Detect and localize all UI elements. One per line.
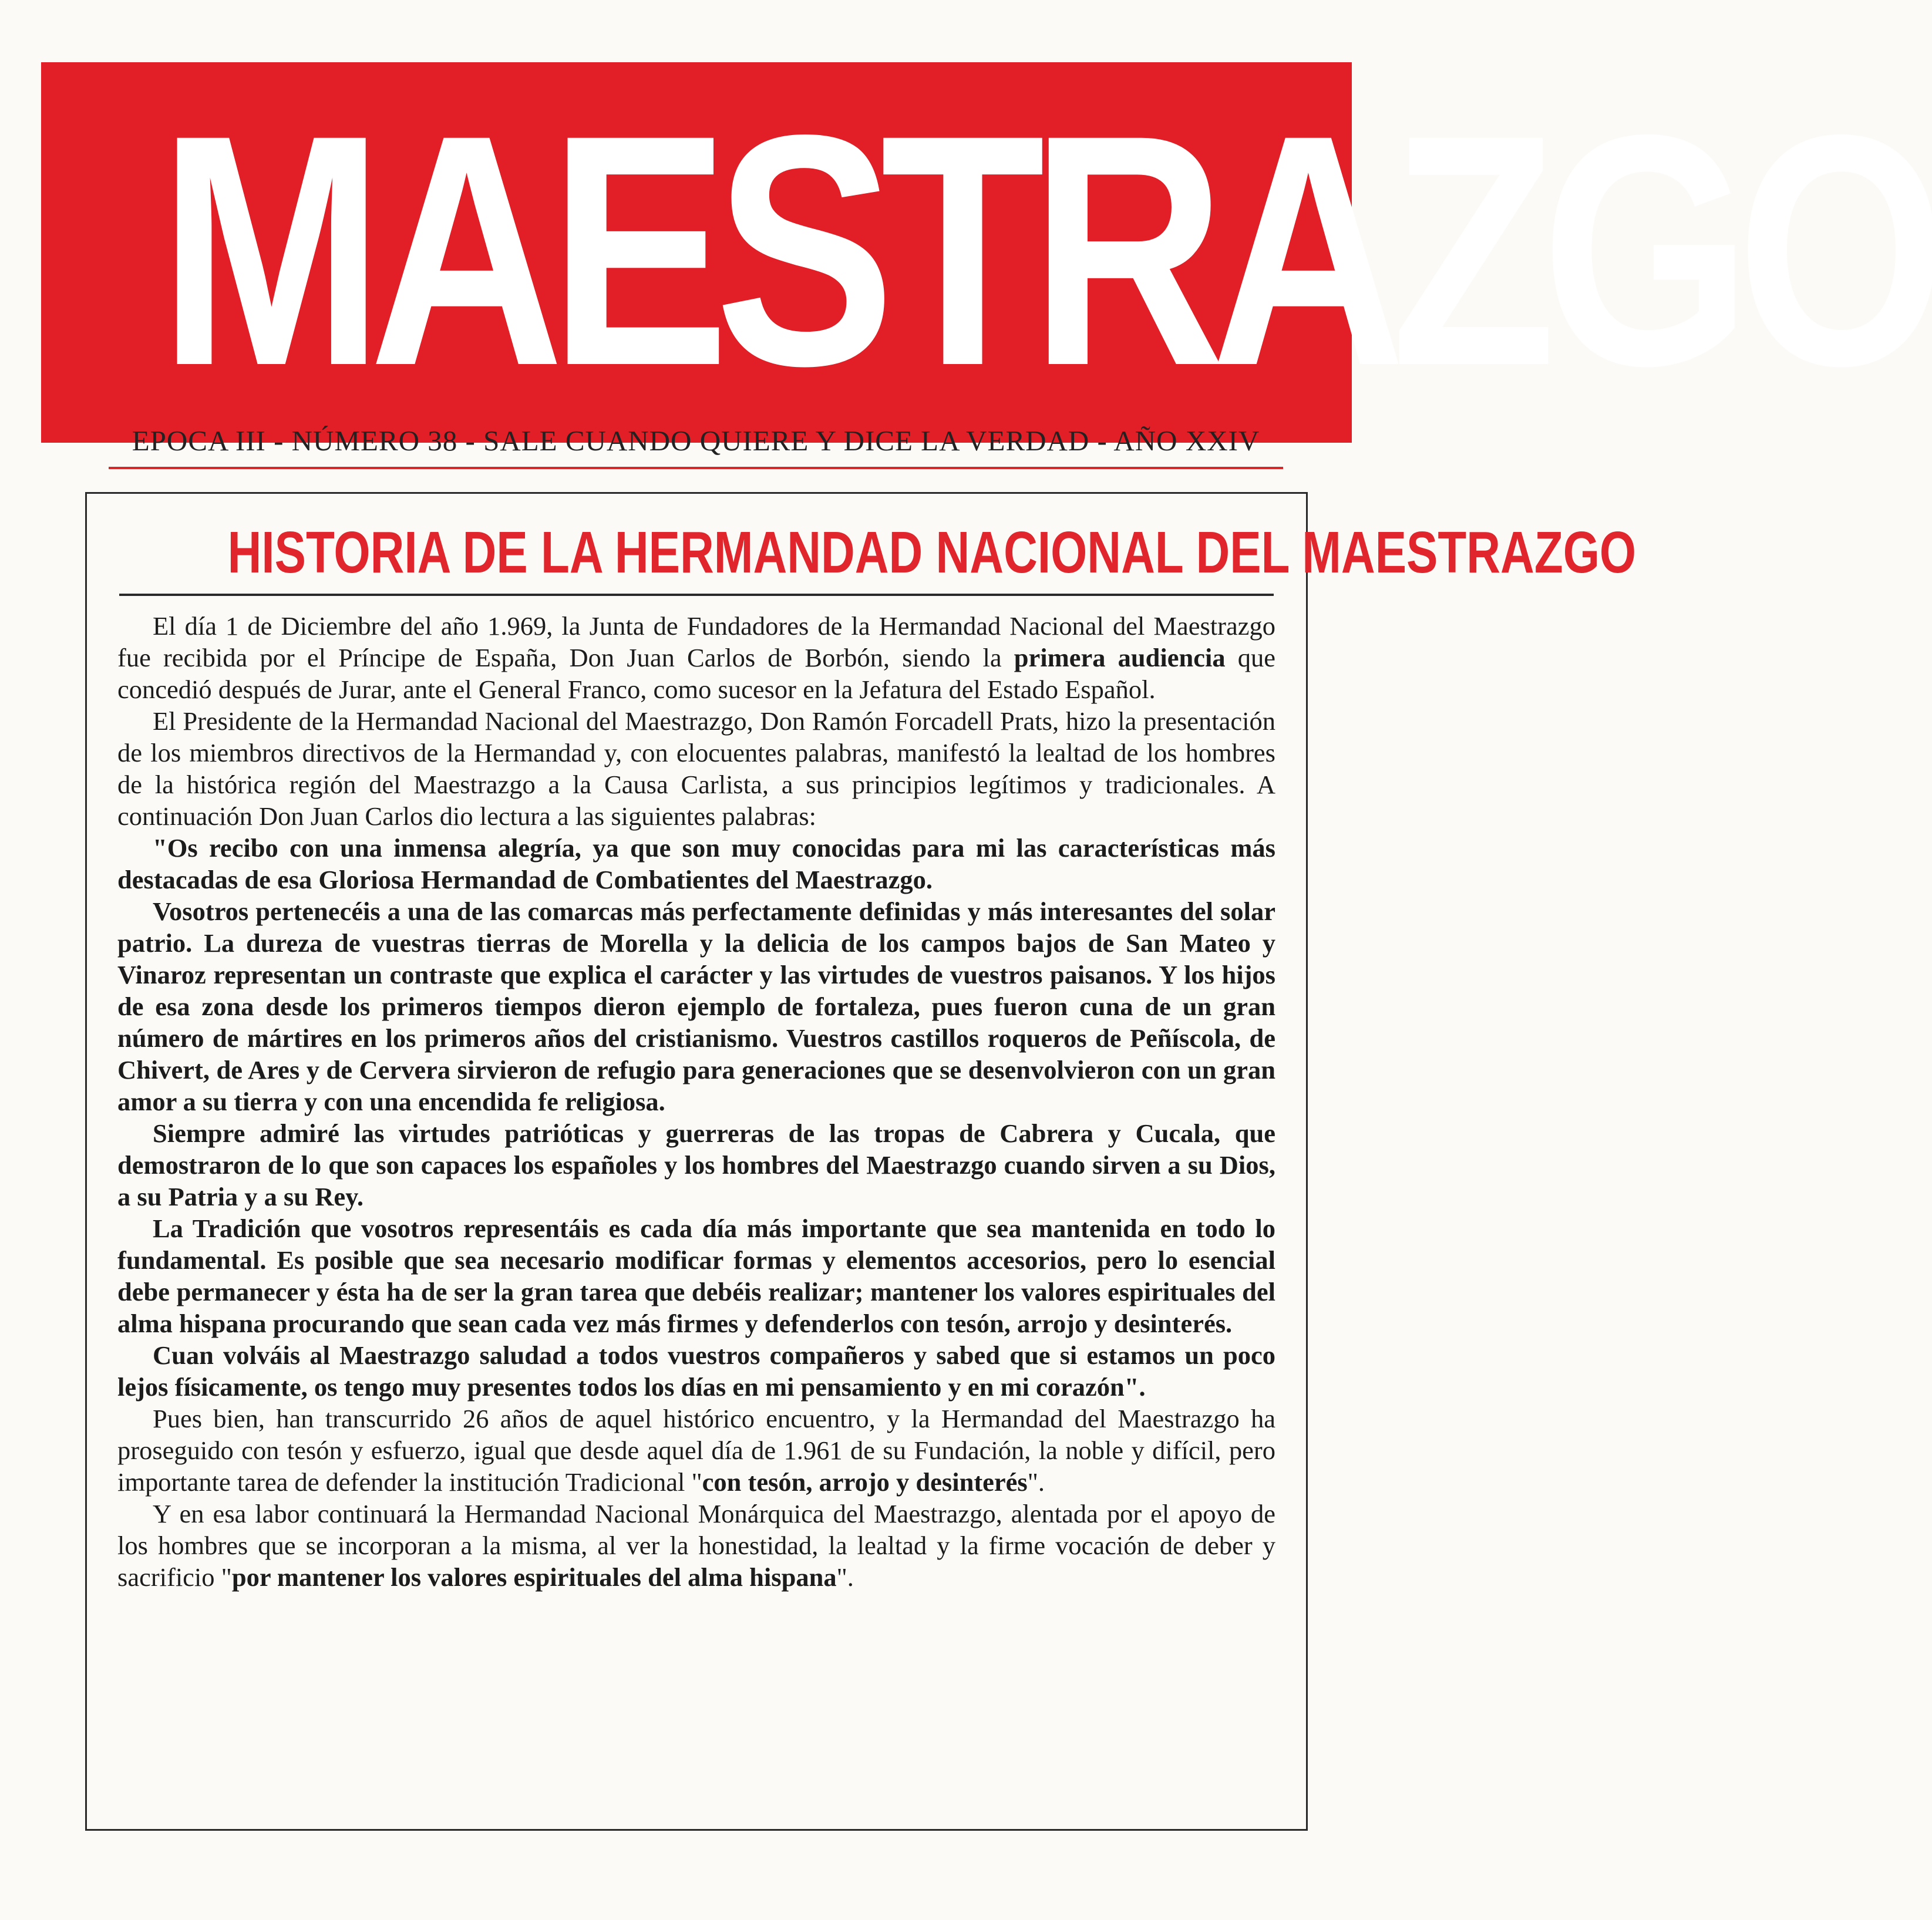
bold-phrase: con tesón, arrojo y desinterés — [702, 1467, 1028, 1497]
tagline-motto: SALE CUANDO QUIERE Y DICE LA VERDAD — [483, 425, 1090, 457]
paragraph: Y en esa labor continuará la Hermandad Nacional Monárquica del Maestrazgo, alentada por el apoyo de los hombres que se incorporan a la misma, al ver la honestidad, la lealtad y la firme vocación de deber y sacrificio "por mantener los valores espirituales del alma hispana". — [117, 1499, 1275, 1592]
paragraph: Pues bien, han transcurrido 26 años de aquel histórico encuentro, y la Hermandad del Maestrazgo ha proseguido con tesón y esfuerzo, igual que desde aquel día de 1.961 de su Fundación, la noble y difícil, pero importante tarea de defender la institución Tradicional "con tesón, arrojo y desinterés". — [117, 1404, 1275, 1497]
tagline-rule — [109, 467, 1283, 469]
tagline-epoca: EPOCA III — [132, 425, 266, 457]
article-box — [85, 492, 1637, 1831]
masthead-title: MAESTRAZGO — [159, 66, 1932, 434]
masthead-banner — [41, 62, 1932, 443]
bold-phrase: primera audiencia — [1014, 643, 1226, 672]
quote-paragraph: Cuan volváis al Maestrazgo saludad a todos vuestros compañeros y sabed que si estamos un poco lejos físicamente, os tengo muy presentes todos los días en mi pensamiento y en mi corazón". — [117, 1340, 1275, 1402]
paragraph: El día 1 de Diciembre del año 1.969, la Junta de Fundadores de la Hermandad Nacional del Maestrazgo fue recibida por el Príncipe de España, Don Juan Carlos de Borbón, siendo la primera audiencia que concedió después de Jurar, ante el General Franco, como sucesor en la Jefatura del Estado Español. — [117, 611, 1275, 704]
quote-paragraph: Siempre admiré las virtudes patrióticas y guerreras de las tropas de Cabrera y Cucala, que demostraron de lo que son capaces los españoles y los hombres del Maestrazgo cuando sirven a su Dios, a su Patria y a su Rey. — [117, 1119, 1275, 1211]
tagline-separator: - — [457, 425, 484, 457]
tagline-separator: - — [1089, 425, 1114, 457]
tagline-anio: AÑO XXIV — [1113, 425, 1260, 457]
article-body — [117, 610, 1275, 1593]
paragraph: El Presidente de la Hermandad Nacional del Maestrazgo, Don Ramón Forcadell Prats, hizo la presentación de los miembros directivos de la Hermandad y, con elocuentes palabras, manifestó la lealtad de los hombres de la histórica región del Maestrazgo a la Causa Carlista, a sus principios legítimos y tradicionales. A continuación Don Juan Carlos dio lectura a las siguientes palabras: — [117, 706, 1275, 831]
headline-rule — [119, 594, 1274, 596]
tagline-separator: - — [265, 425, 292, 457]
quote-paragraph: "Os recibo con una inmensa alegría, ya que son muy conocidas para mi las características más destacadas de esa Gloriosa Hermandad de Combatientes del Maestrazgo. — [117, 833, 1275, 894]
quote-paragraph: La Tradición que vosotros representáis es cada día más importante que sea mantenida en todo lo fundamental. Es posible que sea necesario modificar formas y elementos accesorios, pero lo esencial debe permanecer y ésta ha de ser la gran tarea que debéis realizar; mantener los valores espirituales del alma hispana procurando que sean cada vez más firmes y defenderlos con tesón, arrojo y desinterés. — [117, 1214, 1275, 1338]
quote-paragraph: Vosotros pertenecéis a una de las comarcas más perfectamente definidas y más interesantes del solar patrio. La dureza de vuestras tierras de Morella y la delicia de los campos bajos de San Mateo y Vinaroz representan un contraste que explica el carácter y las virtudes de vuestros paisanos. Y los hijos de esa zona desde los primeros tiempos dieron ejemplo de fortaleza, pues fueron cuna de un gran número de mártires en los primeros años del cristianismo. Vuestros castillos roqueros de Peñíscola, de Chivert, de Ares y de Cervera sirvieron de refugio para generaciones que se desenvolvieron con un gran amor a su tierra y con una encendida fe religiosa. — [117, 897, 1275, 1116]
article-headline: HISTORIA DE LA HERMANDAD NACIONAL DEL MAESTRAZGO — [227, 520, 1637, 585]
issue-tagline — [109, 424, 1283, 457]
tagline-numero: NÚMERO 38 — [291, 425, 458, 457]
bold-phrase: por mantener los valores espirituales del alma hispana — [231, 1562, 837, 1592]
